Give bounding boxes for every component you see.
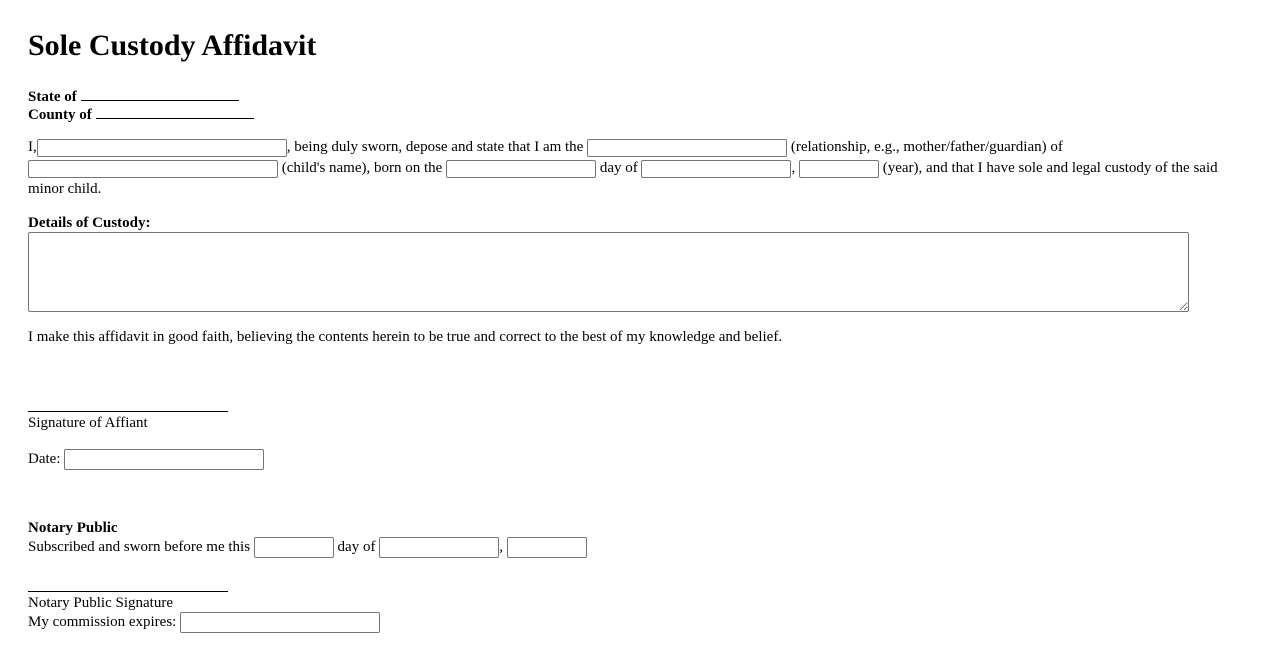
good-faith-statement: I make this affidavit in good faith, believing the contents herein to be true and correct to the best of my knowledge and belief. (28, 329, 783, 345)
affiant-date-row (28, 448, 264, 470)
affiant-signature-line (28, 411, 228, 412)
notary-commission-row (28, 612, 380, 633)
statement-sworn-text: , being duly sworn, depose and state that I am the (286, 139, 584, 155)
notary-year-input[interactable] (507, 537, 587, 558)
affiant-date-input[interactable] (64, 449, 264, 470)
county-label: County of (28, 107, 92, 123)
affiant-date-label: Date: (28, 451, 61, 467)
notary-day-input[interactable] (254, 537, 334, 558)
notary-day-of-text: day of (337, 539, 376, 555)
state-blank (81, 86, 239, 101)
page-title: Sole Custody Affidavit (28, 29, 317, 62)
affiant-name-input[interactable] (37, 139, 287, 157)
notary-commission-label: My commission expires: (28, 614, 177, 630)
statement-paragraph (28, 137, 1228, 200)
county-line (28, 104, 254, 124)
birth-day-of-text: day of (599, 160, 638, 176)
state-label: State of (28, 89, 77, 105)
birth-day-input[interactable] (446, 160, 596, 178)
notary-subscribed-row (28, 537, 587, 558)
notary-signature-label: Notary Public Signature (28, 595, 173, 611)
details-label: Details of Custody: (28, 215, 151, 231)
birth-comma: , (791, 160, 796, 176)
relationship-input[interactable] (587, 139, 787, 157)
details-textarea[interactable] (28, 232, 1189, 312)
county-blank (96, 104, 254, 119)
notary-comma: , (499, 539, 503, 555)
statement-prefix: I, (28, 139, 37, 155)
state-line (28, 86, 239, 106)
birth-month-input[interactable] (641, 160, 791, 178)
notary-commission-input[interactable] (180, 612, 380, 633)
custody-year-text: (year), and that I have sole and legal custody of the said minor child. (28, 160, 1218, 197)
notary-signature-line (28, 591, 228, 592)
notary-heading: Notary Public (28, 520, 118, 536)
child-name-text: (child's name), born on the (281, 160, 443, 176)
notary-month-input[interactable] (379, 537, 499, 558)
birth-year-input[interactable] (799, 160, 879, 178)
relationship-text: (relationship, e.g., mother/father/guardian) of (790, 139, 1063, 155)
notary-subscribed-text: Subscribed and sworn before me this (28, 539, 251, 555)
affiant-signature-label: Signature of Affiant (28, 415, 148, 431)
child-name-input[interactable] (28, 160, 278, 178)
